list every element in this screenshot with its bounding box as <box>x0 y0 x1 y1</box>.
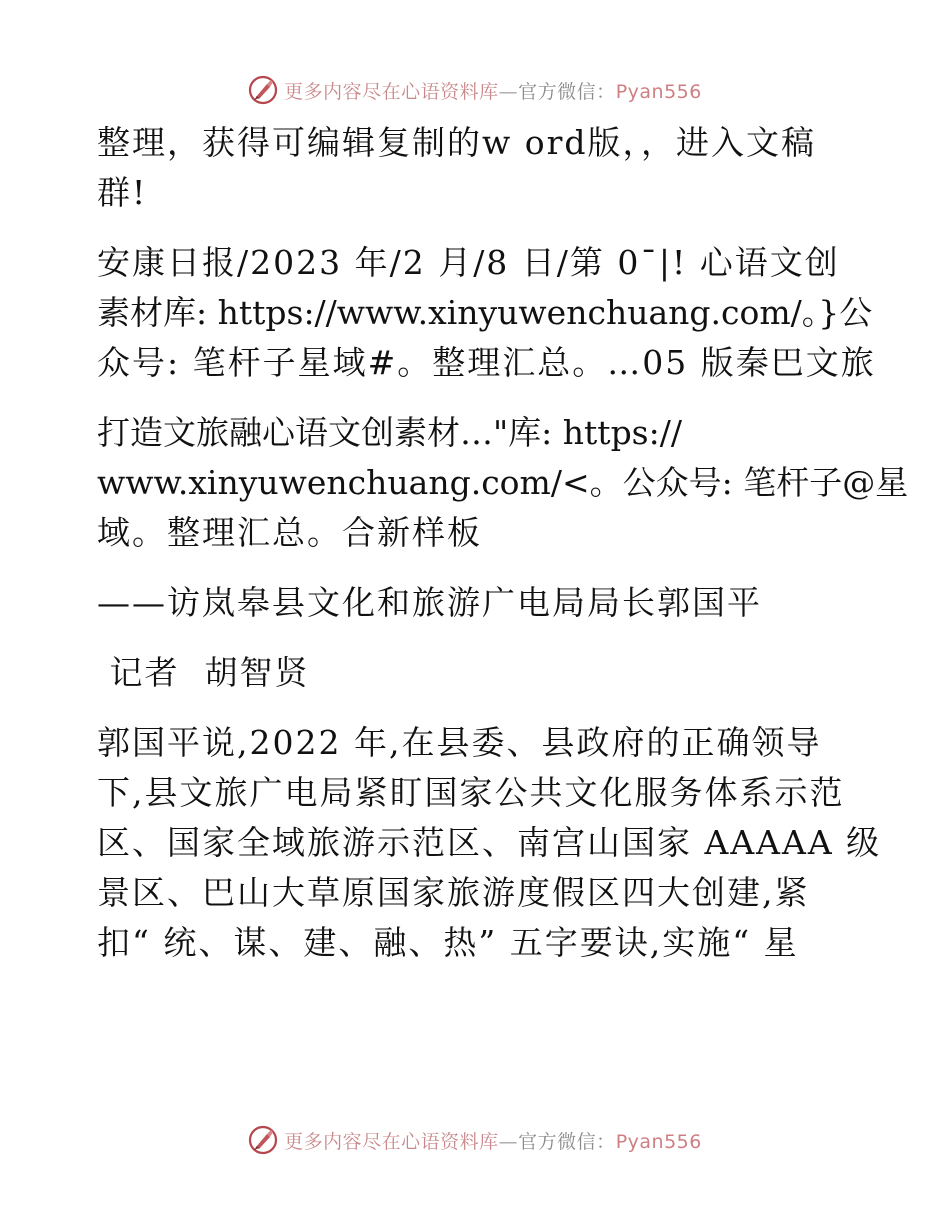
header-watermark <box>0 72 950 108</box>
text-line: 安康日报/2023 年/2 月/8 日/第 0¯|! 心语文创 <box>97 243 840 282</box>
paragraph-intro <box>97 118 857 218</box>
watermark-text <box>284 77 702 104</box>
document-body <box>97 118 909 968</box>
paragraph-body <box>97 718 882 968</box>
watermark-title: 更多内容尽在心语资料库 <box>284 1130 499 1153</box>
text-line: 区、国家全域旅游示范区、南宫山国家 AAAAA 级 <box>97 823 882 862</box>
paragraph-source <box>97 238 876 388</box>
quill-pen-logo-icon <box>248 1125 278 1155</box>
text-line: www.xinyuwenchuang.com/<。公众号: 笔杆子@星 <box>97 463 909 502</box>
text-line: 群! <box>97 173 148 212</box>
text-line: 打造文旅融心语文创素材…"库: https:// <box>97 413 682 452</box>
watermark-text <box>284 1127 702 1154</box>
watermark-wechat-id: Pyan556 <box>615 1130 702 1153</box>
watermark-wechat-label: 官方微信： <box>518 80 616 103</box>
quill-pen-logo-icon <box>248 75 278 105</box>
text-line: 郭国平说,2022 年,在县委、县政府的正确领导 <box>97 723 822 762</box>
watermark-title: 更多内容尽在心语资料库 <box>284 80 499 103</box>
text-line: 域。整理汇总。合新样板 <box>97 513 482 552</box>
watermark-separator: — <box>498 1130 519 1153</box>
text-line: 景区、巴山大草原国家旅游度假区四大创建,紧 <box>97 873 810 912</box>
text-line: 整理，获得可编辑复制的w ord版，，进入文稿 <box>97 123 817 162</box>
watermark-wechat-label: 官方微信： <box>518 1130 616 1153</box>
watermark-wechat-id: Pyan556 <box>615 80 702 103</box>
watermark-separator: — <box>498 80 519 103</box>
footer-watermark <box>0 1122 950 1158</box>
text-line: 扣“ 统、谋、建、融、热” 五字要诀,实施“ 星 <box>97 923 799 962</box>
text-line: 众号: 笔杆子星域#。整理汇总。…05 版秦巴文旅 <box>97 343 876 382</box>
article-subtitle: ——访岚皋县文化和旅游广电局局长郭国平 <box>97 583 762 622</box>
article-byline: 记者 胡智贤 <box>97 653 310 692</box>
paragraph-headline <box>97 408 909 558</box>
text-line: 下,县文旅广电局紧盯国家公共文化服务体系示范 <box>97 773 845 812</box>
text-line: 素材库: https://www.xinyuwenchuang.com/。}公 <box>97 293 873 332</box>
